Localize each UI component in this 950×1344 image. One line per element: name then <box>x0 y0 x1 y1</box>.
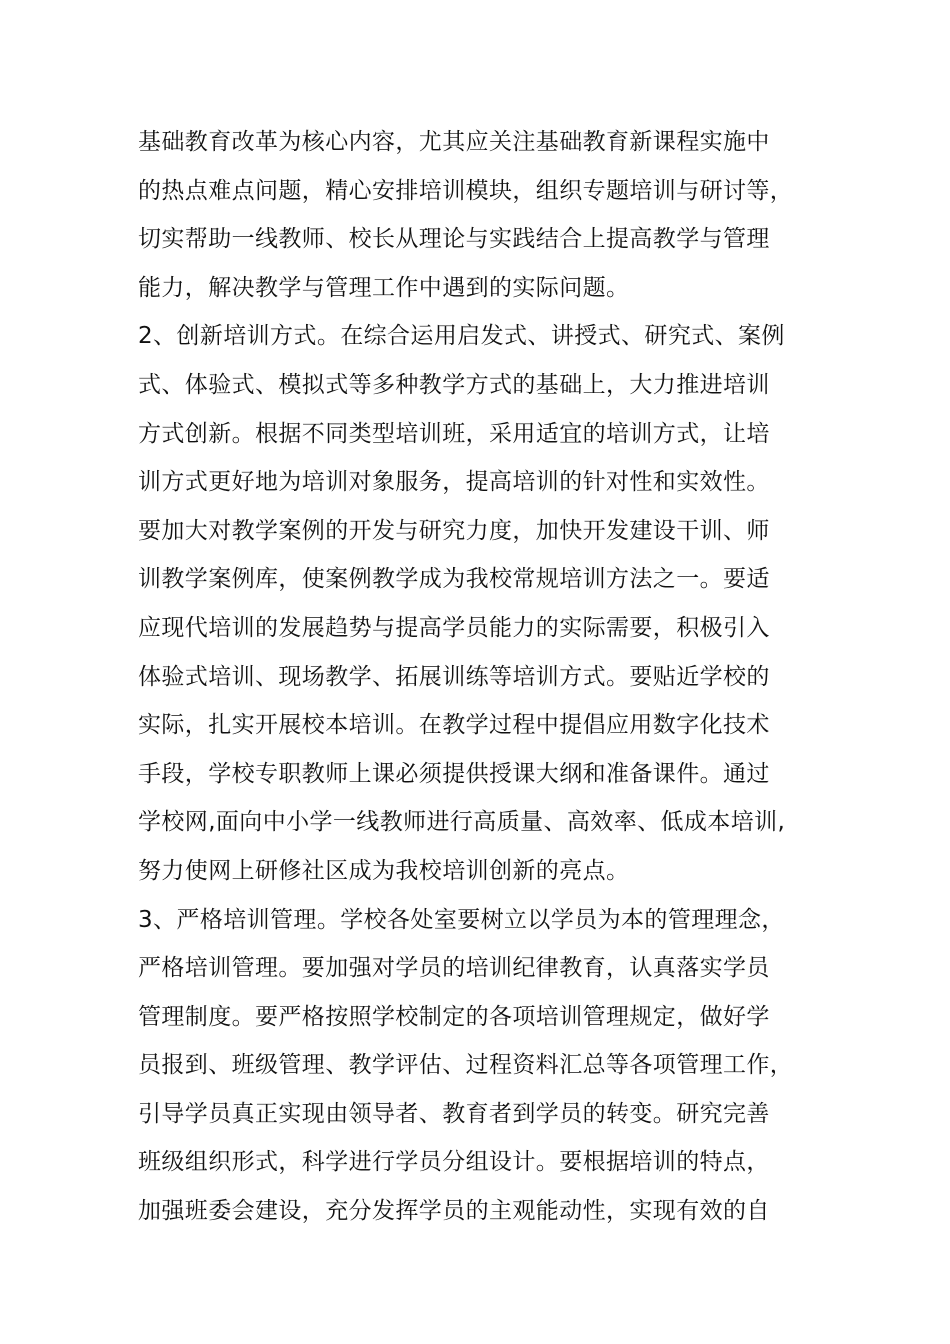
text-line: 努力使网上研修社区成为我校培训创新的亮点。 <box>138 857 630 884</box>
section-2-heading-line: 2、创新培训方式。在综合运用启发式、讲授式、研究式、案例 <box>138 323 785 350</box>
text-line: 实际，扎实开展校本培训。在教学过程中提倡应用数字化技术 <box>138 712 770 739</box>
text-line: 基础教育改革为核心内容，尤其应关注基础教育新课程实施中 <box>138 129 770 155</box>
text-line: 式、体验式、模拟式等多种教学方式的基础上，大力推进培训 <box>138 371 770 398</box>
text-line: 班级组织形式，科学进行学员分组设计。要根据培训的特点， <box>138 1149 770 1176</box>
text-line: 训教学案例库，使案例教学成为我校常规培训方法之一。要适 <box>138 566 770 593</box>
text-line: 员报到、班级管理、教学评估、过程资料汇总等各项管理工作， <box>138 1052 794 1079</box>
text-line: 手段，学校专职教师上课必须提供授课大纲和准备课件。通过 <box>138 760 770 787</box>
text-line: 体验式培训、现场教学、拓展训练等培训方式。要贴近学校的 <box>138 663 770 690</box>
text-line: 引导学员真正实现由领导者、教育者到学员的转变。研究完善 <box>138 1100 770 1127</box>
text-line: 切实帮助一线教师、校长从理论与实践结合上提高教学与管理 <box>138 226 770 253</box>
body-text <box>138 118 838 1236</box>
text-line: 管理制度。要严格按照学校制定的各项培训管理规定，做好学 <box>138 1003 770 1030</box>
text-line: 学校网,面向中小学一线教师进行高质量、高效率、低成本培训, <box>138 809 786 836</box>
text-line: 要加大对教学案例的开发与研究力度，加快开发建设干训、师 <box>138 517 770 544</box>
text-line: 训方式更好地为培训对象服务，提高培训的针对性和实效性。 <box>138 469 770 496</box>
section-3-heading-line: 3、严格培训管理。学校各处室要树立以学员为本的管理理念， <box>138 906 785 933</box>
text-line: 严格培训管理。要加强对学员的培训纪律教育，认真落实学员 <box>138 955 770 982</box>
text-line: 能力，解决教学与管理工作中遇到的实际问题。 <box>138 274 630 301</box>
text-line: 应现代培训的发展趋势与提高学员能力的实际需要，积极引入 <box>138 614 770 641</box>
text-line: 加强班委会建设，充分发挥学员的主观能动性，实现有效的自 <box>138 1198 770 1225</box>
text-line: 的热点难点问题，精心安排培训模块，组织专题培训与研讨等， <box>138 177 794 204</box>
text-line: 方式创新。根据不同类型培训班，采用适宜的培训方式，让培 <box>138 420 770 447</box>
